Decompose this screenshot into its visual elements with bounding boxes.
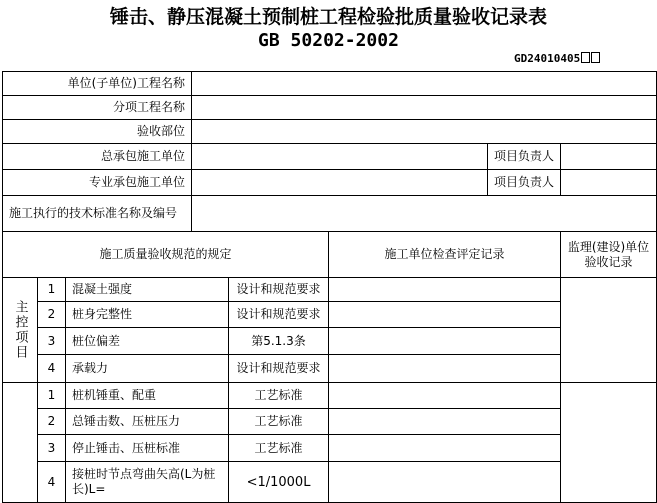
item-requirement: 设计和规范要求 [228,301,329,328]
check-cell[interactable] [328,408,561,435]
item-requirement: 工艺标准 [228,434,329,462]
manager-label: 项目负责人 [487,169,561,196]
item-name: 总锤击数、压桩压力 [65,408,229,435]
check-cell[interactable] [328,301,561,328]
check-cell[interactable] [328,327,561,355]
acceptance-part-field[interactable] [191,119,657,144]
tech-standard-label: 施工执行的技术标准名称及编号 [2,195,192,232]
spec-column-header: 施工质量验收规范的规定 [2,231,329,278]
main-control-group: 主控项目 [2,277,38,383]
form-title: 锤击、静压混凝土预制桩工程检验批质量验收记录表 [109,6,547,28]
item-name: 承载力 [65,354,229,383]
item-name: 混凝土强度 [65,277,229,302]
item-requirement: 第5.1.3条 [228,327,329,355]
row-number: 2 [37,301,66,328]
row-number: 4 [37,354,66,383]
item-name: 接桩时节点弯曲矢高(L为桩长)L= [65,461,229,503]
row-number: 3 [37,434,66,462]
manager-label: 项目负责人 [487,143,561,170]
checkbox-icon [581,52,590,63]
standard-code: GB 50202-2002 [258,30,399,51]
item-requirement: 工艺标准 [228,382,329,409]
check-cell[interactable] [328,461,561,503]
special-manager-field[interactable] [560,169,657,196]
row-number: 4 [37,461,66,503]
supervision-main-cell[interactable] [560,277,657,383]
form-code: GD24010405 [514,52,600,65]
general-contractor-label: 总承包施工单位 [2,143,192,170]
item-requirement: 设计和规范要求 [228,277,329,302]
item-name: 桩身完整性 [65,301,229,328]
check-cell[interactable] [328,434,561,462]
acceptance-part-label: 验收部位 [2,119,192,144]
item-name: 停止锤击、压桩标准 [65,434,229,462]
special-contractor-label: 专业承包施工单位 [2,169,192,196]
project-name-label: 单位(子单位)工程名称 [2,71,192,96]
check-cell[interactable] [328,354,561,383]
general-group [2,382,38,503]
row-number: 2 [37,408,66,435]
item-requirement: <1/1000L [228,461,329,503]
subproject-field[interactable] [191,95,657,120]
item-name: 桩机锤重、配重 [65,382,229,409]
row-number: 1 [37,382,66,409]
special-contractor-field[interactable] [191,169,488,196]
general-manager-field[interactable] [560,143,657,170]
subproject-label: 分项工程名称 [2,95,192,120]
tech-standard-field[interactable] [191,195,657,232]
row-number: 1 [37,277,66,302]
item-name: 桩位偏差 [65,327,229,355]
general-contractor-field[interactable] [191,143,488,170]
supervision-general-cell[interactable] [560,382,657,503]
check-cell[interactable] [328,382,561,409]
checkbox-icon [591,52,600,63]
row-number: 3 [37,327,66,355]
project-name-field[interactable] [191,71,657,96]
item-requirement: 设计和规范要求 [228,354,329,383]
check-column-header: 施工单位检查评定记录 [328,231,561,278]
item-requirement: 工艺标准 [228,408,329,435]
check-cell[interactable] [328,277,561,302]
supervision-column-header: 监理(建设)单位验收记录 [560,231,657,278]
